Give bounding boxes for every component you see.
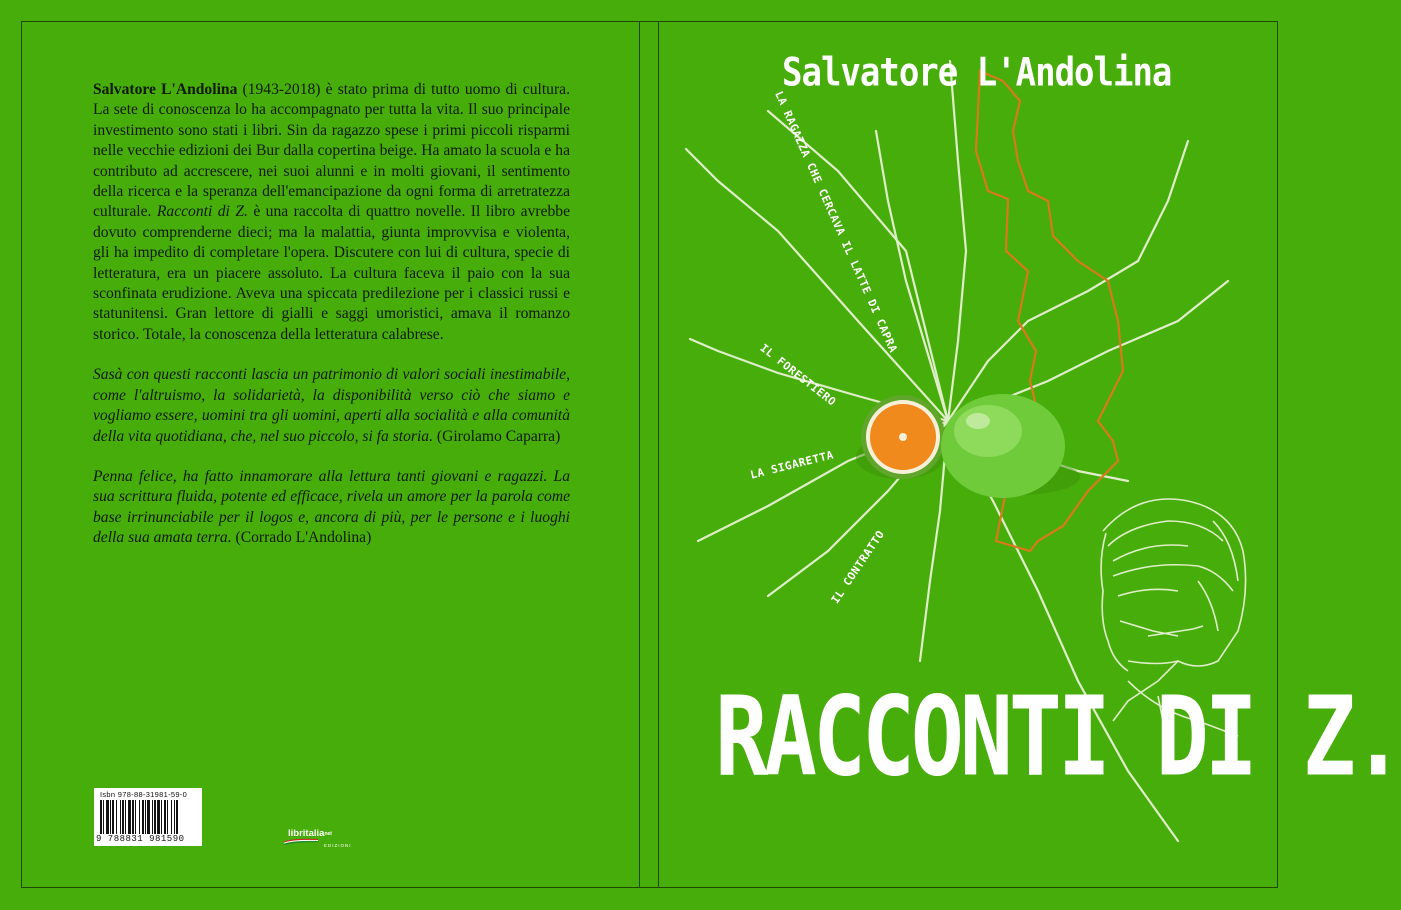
bio-book-title: Racconti di Z. [156,203,248,221]
italian-flag-swoosh-icon [284,839,318,845]
green-orange [941,394,1065,498]
bio-author-name: Salvatore L'Andolina [93,81,238,98]
story-title-3: LA SIGARETTA [748,448,836,482]
front-author-name: Salvatore L'Andolina [782,50,1172,96]
story-title-2: IL FORESTIERO [757,341,839,409]
quote-landolina-text: Penna felice, ha fatto innamorare alla lettura tanti giovani e ragazzi. La sua scrittura fluida, potente ed efficace, rivela un amore per la parola come base irrinunciabile per il logos e, ancora di più, per le persone e i luoghi della sua amata terra. [93,467,570,547]
publisher-suffix: net [324,831,332,837]
quote-landolina-author: (Corrado L'Andolina) [231,529,372,547]
author-bio [93,80,570,345]
publisher-logo [284,828,362,852]
quote-caparra [93,365,570,447]
publisher-name: libritalia [288,828,325,839]
isbn-barcode [94,788,202,846]
bio-text-b: è una raccolta di quattro novelle. Il libro avrebbe dovuto comprenderne dieci; ma la malattia, giunta improvvisa e violenta, gli ha impedito di completare l'opera. Discutere con lui di cultura, specie di letteratura, era un piacere assoluto. La cultura faceva il paio con la sua sconfinata erudizione. Aveva una spiccata predilezione per i classici russi e statunitensi. Gran lettore di gialli e saggi umoristici, amava il romanzo storico. Totale, la conoscenza della letteratura calabrese. [93,203,570,343]
spine-line-left [639,21,640,888]
barcode-bars [100,800,196,834]
back-cover-text [93,80,570,569]
story-title-4: IL CONTRATTO [828,527,888,607]
isbn-label: Isbn 978-88-31981-59-0 [100,790,188,799]
quote-caparra-text: Sasà con questi racconti lascia un patrimonio di valori sociali inestimabile, come l'altruismo, la solidarietà, la disponibilità verso ciò che siamo e vogliamo essere, uomini tra gli uomini, aperti alla socialità e alla comunità della vita quotidiana, che, nel suo piccolo, si fa storia. [93,366,570,445]
publisher-name-line [288,828,332,839]
bio-text-a: (1943-2018) è stato prima di tutto uomo di cultura. La sete di conoscenza lo ha accompagnato per tutta la vita. Il suo principale investimento sono stati i libri. Sin da ragazzo spese i primi piccoli risparmi nelle vecchie edizioni dei Bur dalla copertina beige. Ha amato la scuola e ha contributo ad accrescere, nei suoi alunni e in molti giovani, il sentimento della ricerca e la speranza dell'emancipazione da ogni forma di arretratezza culturale. [93,81,570,221]
quote-landolina [93,467,570,549]
publisher-sub: EDIZIONI [324,843,352,848]
barcode-digits: 9 788831 981590 [96,834,185,844]
story-title-1: LA RAGAZZA CHE CERCAVA IL LATTE DI CAPRA [772,89,900,355]
quote-caparra-author: (Girolamo Caparra) [433,427,561,445]
halved-orange [861,395,945,479]
book-title: RACCONTI DI Z. [715,672,1401,801]
